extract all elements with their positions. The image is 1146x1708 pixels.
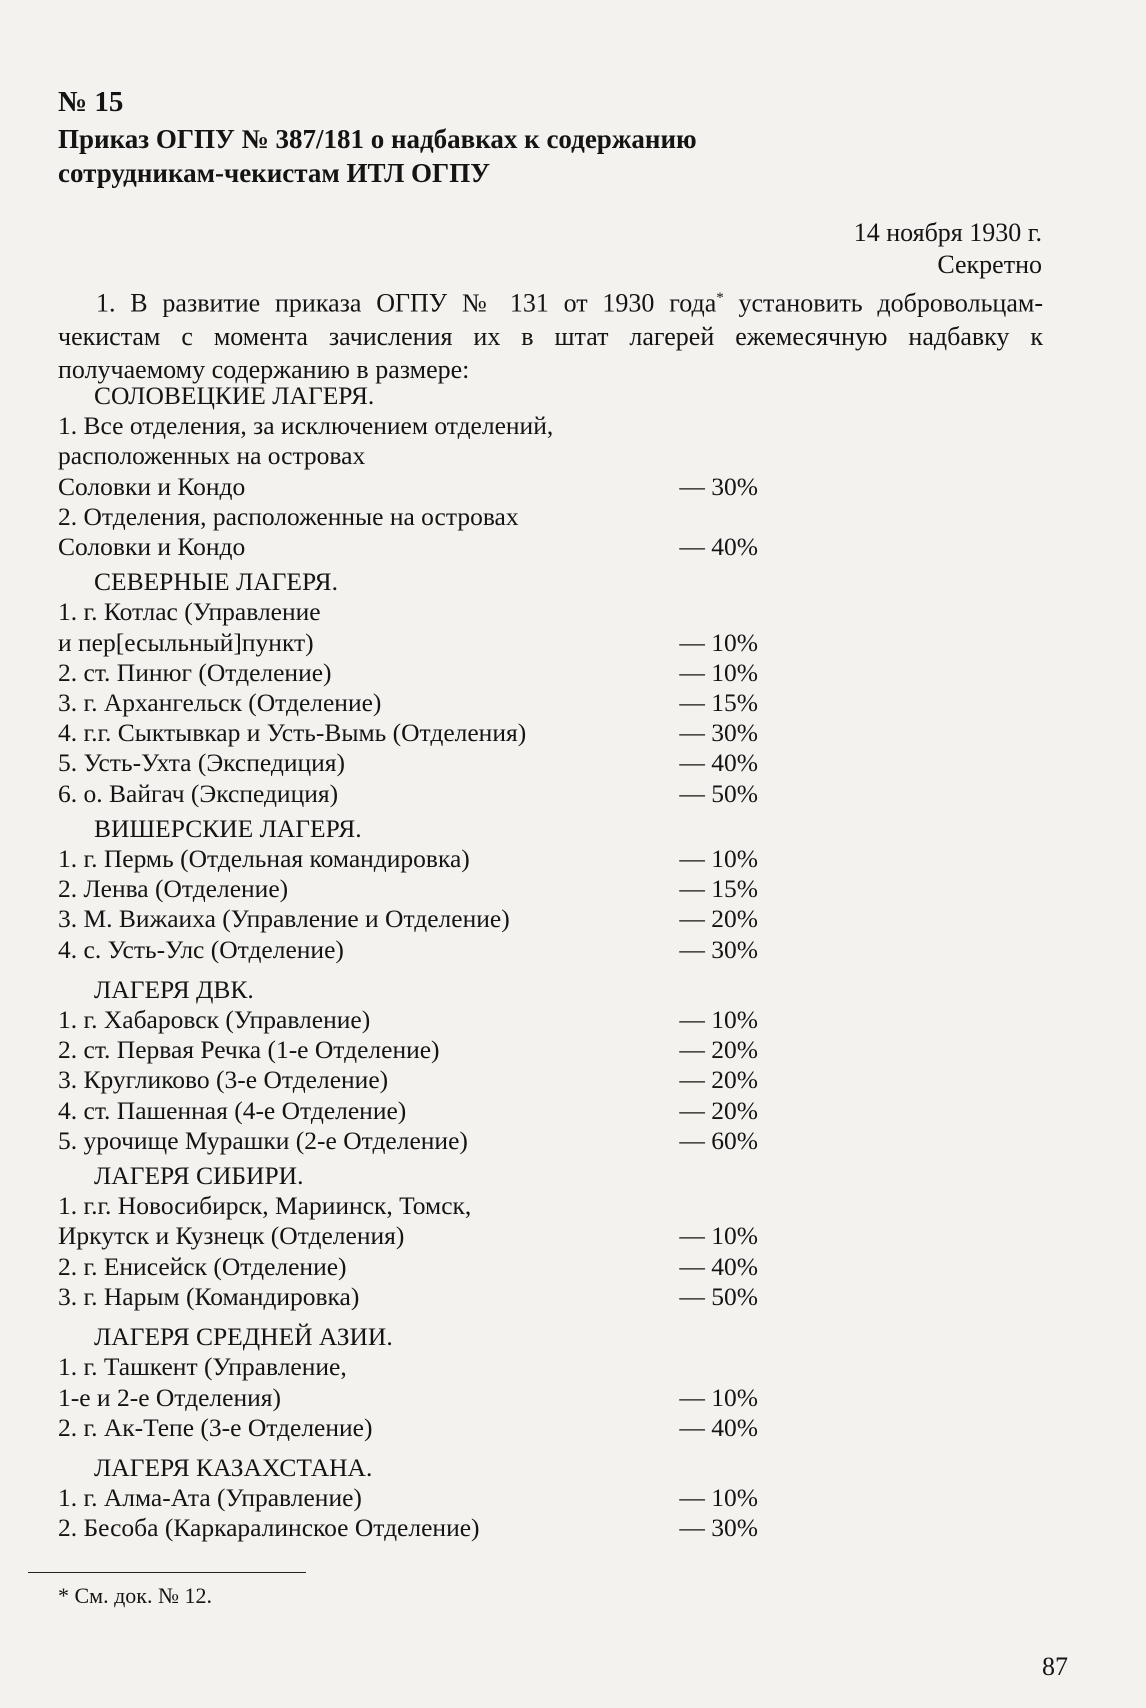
list-item [58, 411, 758, 502]
list-item [58, 844, 758, 874]
list-item [58, 502, 758, 562]
list-item [58, 1413, 758, 1443]
list-item [58, 688, 758, 718]
list-item [58, 874, 758, 904]
item-percent: — 20% [679, 1095, 758, 1125]
item-label: 4. ст. Пашенная (4-е Отделение) [58, 1095, 407, 1125]
intro-text-before: 1. В развитие приказа ОГПУ № 131 от 1930 года [96, 288, 717, 318]
item-percent: — 30% [679, 1513, 758, 1543]
section-heading: ВИШЕРСКИЕ ЛАГЕРЯ. [94, 813, 362, 843]
item-percent: — 30% [679, 471, 758, 501]
intro-text-after: установить добровольцам-чекистам с момента зачисления их в штат лагерей ежемесячную надбавку к получаемому содержанию в размере: [58, 288, 1043, 384]
item-label: 2. Бесоба (Каркаралинское Отделение) [58, 1513, 480, 1543]
footnote-divider [28, 1572, 306, 1573]
list-item [58, 1513, 758, 1543]
page-number: 87 [1042, 1652, 1068, 1681]
list-item [58, 1096, 758, 1126]
item-percent: — 10% [679, 1483, 758, 1513]
list-item [58, 779, 758, 809]
classification-mark: Секретно [937, 250, 1042, 279]
list-item [58, 748, 758, 778]
list-item [58, 1282, 758, 1312]
item-percent: — 60% [679, 1125, 758, 1155]
item-percent: — 10% [679, 1221, 758, 1251]
item-label: 2. ст. Первая Речка (1-е Отделение) [58, 1035, 440, 1065]
list-item [58, 1191, 758, 1251]
document-number: № 15 [58, 86, 124, 118]
footnote: * См. док. № 12. [58, 1583, 212, 1608]
footnote-reference: * [716, 290, 724, 306]
section-north [58, 567, 758, 809]
document-date: 14 ноября 1930 г. [853, 218, 1042, 247]
section-central-asia [58, 1322, 758, 1443]
section-vishera [58, 814, 758, 965]
section-dvk [58, 975, 758, 1156]
item-label: 2. Отделения, расположенные на островах Соловки и Кондо [58, 501, 519, 562]
item-percent: — 50% [679, 778, 758, 808]
list-item [58, 1126, 758, 1156]
intro-paragraph [58, 282, 1043, 386]
item-label: 1. г.г. Новосибирск, Мариинск, Томск, Иркутск и Кузнецк (Отделения) [58, 1191, 472, 1251]
item-percent: — 40% [679, 748, 758, 778]
item-label: 3. г. Архангельск (Отделение) [58, 688, 382, 718]
list-item [58, 658, 758, 688]
item-label: 1. г. Котлас (Управление и пер[есыльный]пункт) [58, 597, 321, 657]
item-label: 1. г. Ташкент (Управление, 1-е и 2-е Отделения) [58, 1352, 347, 1412]
item-percent: — 40% [679, 532, 758, 562]
item-label: 5. урочище Мурашки (2-е Отделение) [58, 1125, 468, 1155]
document-title: Приказ ОГПУ № 387/181 о надбавках к содержанию сотрудникам-чекистам ИТЛ ОГПУ [58, 124, 697, 188]
item-percent: — 30% [679, 718, 758, 748]
item-label: 2. ст. Пинюг (Отделение) [58, 657, 332, 687]
item-label: 4. с. Усть-Улс (Отделение) [58, 934, 344, 964]
list-item [58, 1252, 758, 1282]
section-solovki [58, 381, 758, 562]
item-percent: — 30% [679, 934, 758, 964]
list-item [58, 1005, 758, 1035]
item-label: 3. г. Нарым (Командировка) [58, 1281, 360, 1311]
list-item [58, 1483, 758, 1513]
item-label: 3. М. Вижаиха (Управление и Отделение) [58, 904, 510, 934]
section-heading: СЕВЕРНЫЕ ЛАГЕРЯ. [94, 567, 338, 597]
list-item [58, 718, 758, 748]
item-label: 1. г. Пермь (Отдельная командировка) [58, 844, 470, 874]
list-item [58, 597, 758, 657]
item-percent: — 20% [679, 1035, 758, 1065]
item-percent: — 10% [679, 657, 758, 687]
item-percent: — 50% [679, 1281, 758, 1311]
section-heading: СОЛОВЕЦКИЕ ЛАГЕРЯ. [94, 381, 375, 410]
item-label: 2. г. Ак-Тепе (3-е Отделение) [58, 1412, 373, 1442]
item-label: 1. г. Алма-Ата (Управление) [58, 1483, 362, 1513]
item-label: 2. г. Енисейск (Отделение) [58, 1251, 347, 1281]
section-heading: ЛАГЕРЯ КАЗАХСТАНА. [94, 1452, 373, 1482]
item-percent: — 10% [679, 1382, 758, 1412]
item-percent: — 15% [679, 688, 758, 718]
item-label: 1. г. Хабаровск (Управление) [58, 1005, 371, 1035]
item-label: 6. о. Вайгач (Экспедиция) [58, 778, 339, 808]
list-item [58, 1035, 758, 1065]
list-item [58, 1352, 758, 1412]
list-item [58, 904, 758, 934]
item-percent: — 10% [679, 627, 758, 657]
item-label: 4. г.г. Сыктывкар и Усть-Вымь (Отделения) [58, 718, 527, 748]
list-item [58, 935, 758, 965]
section-heading: ЛАГЕРЯ СИБИРИ. [94, 1161, 304, 1191]
item-percent: — 20% [679, 1065, 758, 1095]
item-percent: — 40% [679, 1412, 758, 1442]
section-kazakhstan [58, 1453, 758, 1544]
item-percent: — 10% [679, 844, 758, 874]
item-label: 5. Усть-Ухта (Экспедиция) [58, 748, 345, 778]
allowance-list [58, 376, 758, 1544]
item-label: 2. Ленва (Отделение) [58, 874, 289, 904]
item-percent: — 20% [679, 904, 758, 934]
item-label: 1. Все отделения, за исключением отделений, расположенных на островах Соловки и Кондо [58, 411, 554, 501]
section-siberia [58, 1161, 758, 1312]
list-item [58, 1065, 758, 1095]
item-percent: — 15% [679, 874, 758, 904]
item-percent: — 10% [679, 1005, 758, 1035]
item-label: 3. Кругликово (3-е Отделение) [58, 1065, 389, 1095]
section-heading: ЛАГЕРЯ ДВК. [94, 974, 254, 1004]
section-heading: ЛАГЕРЯ СРЕДНЕЙ АЗИИ. [94, 1322, 393, 1352]
item-percent: — 40% [679, 1251, 758, 1281]
